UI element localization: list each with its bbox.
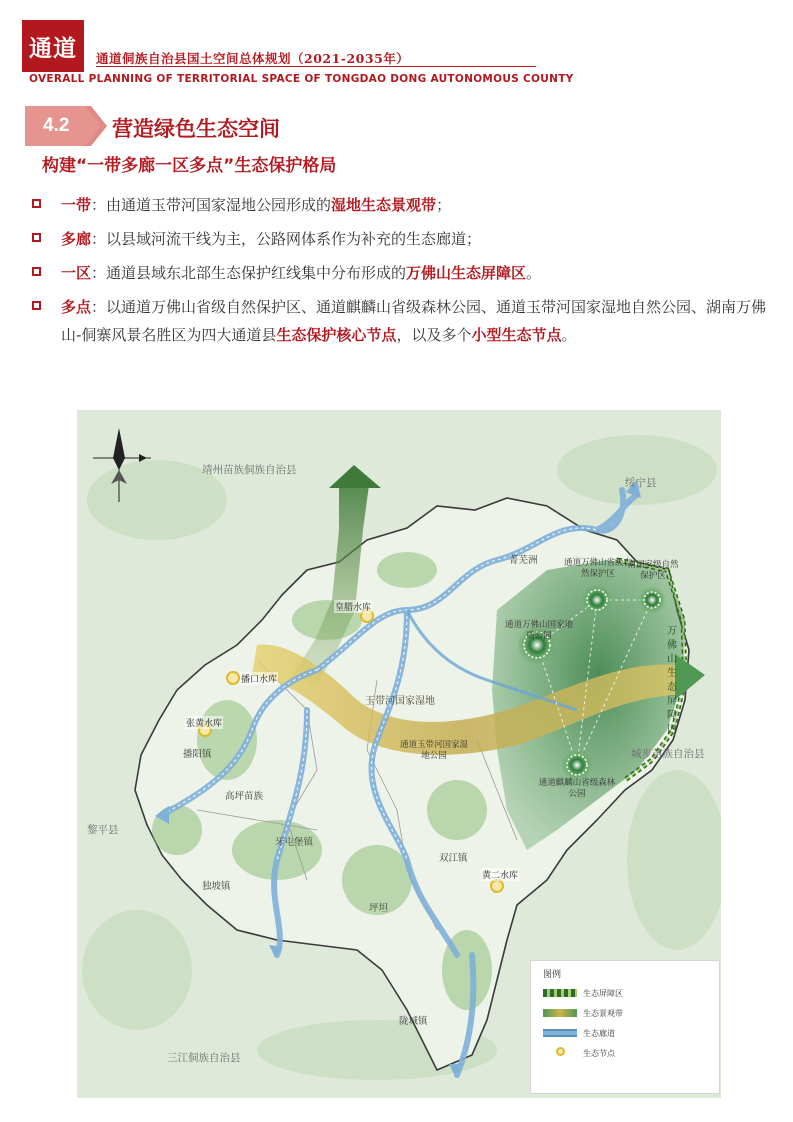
reservoir-label: 播口水库	[240, 672, 278, 685]
bullet-keyword: 一区	[61, 264, 92, 282]
legend-title: 图例	[543, 970, 562, 980]
town-label: 双江镇	[439, 853, 468, 864]
bullet-text-end: 。	[526, 264, 542, 282]
town-label: 陇城镇	[399, 1016, 428, 1027]
core-node-label: 通道万佛山省级自然保护区	[563, 558, 632, 579]
checkbox-square-icon	[32, 233, 41, 242]
town-label: 坪坦	[369, 903, 389, 914]
bullet-highlight: 湿地生态景观带	[331, 196, 437, 214]
barrier-swatch	[543, 989, 577, 997]
document-title: 通道侗族自治县国土空间总体规划（2021-2035年）	[96, 51, 410, 66]
bullet-keyword: 多廊	[61, 230, 92, 248]
checkbox-square-icon	[32, 301, 41, 310]
neighbor-label-suining: 绥宁县	[625, 477, 657, 489]
band-swatch	[543, 1009, 577, 1017]
corridor-swatch	[543, 1029, 577, 1037]
legend-item	[543, 987, 623, 999]
core-node-label: 通道麒麟山省级森林公园	[538, 778, 616, 799]
checkbox-square-icon	[32, 267, 41, 276]
town-label: 播阳镇	[183, 749, 212, 760]
bullet-keyword: 多点	[61, 298, 92, 316]
map-legend	[530, 960, 720, 1094]
legend-item	[543, 1047, 615, 1059]
bullet-separator: ：	[91, 298, 107, 316]
bullet-highlight: 万佛山生态屏障区	[406, 264, 527, 282]
bullet-list	[31, 191, 767, 355]
core-node-label: 通道玉带河国家湿地公园	[399, 740, 468, 761]
core-node-label: 南国家级自然保护区	[627, 560, 679, 581]
legend-label: 生态屏障区	[583, 988, 623, 998]
bullet-text-end: 。	[561, 326, 577, 344]
bullet-text-end: ；	[436, 196, 452, 214]
legend-label: 生态节点	[583, 1048, 615, 1058]
town-label: 菁芜洲	[509, 555, 538, 566]
bullet-separator: ：	[91, 196, 107, 214]
reservoir-label: 黄二水库	[481, 868, 519, 881]
neighbor-label-jingzhou: 靖州苗族侗族自治县	[202, 464, 297, 476]
town-label: 高坪苗族	[225, 791, 264, 802]
legend-label: 生态景观带	[583, 1008, 623, 1018]
legend-item	[543, 1007, 623, 1019]
bullet-item	[31, 259, 767, 287]
bullet-item	[31, 191, 767, 219]
core-node-label: 通道万佛山国家地质公园	[504, 620, 573, 641]
county-logo: 通道	[22, 20, 84, 72]
section-number: 4.2	[43, 115, 70, 136]
barrier-region-label: 万佛山生态屏障区	[667, 626, 677, 735]
town-label: 牙屯堡镇	[275, 837, 314, 848]
legend-item	[543, 1027, 615, 1039]
section-number-badge	[25, 106, 107, 146]
bullet-text: 以县域河流干线为主，公路网体系作为补充的生态廊道；	[106, 230, 482, 248]
bullet-separator: ：	[91, 230, 107, 248]
reservoir-label: 皇腊水库	[334, 600, 372, 613]
neighbor-label-liping: 黎平县	[87, 824, 119, 836]
checkbox-square-icon	[32, 199, 41, 208]
bullet-text: 以通道万佛山省级自然保护区、通道麒麟山省级森林公园、通道玉带河国家湿地自然公园、湖南万佛山-侗寨风景名胜区为四大通道县	[61, 298, 767, 344]
section-title: 营造绿色生态空间	[112, 117, 280, 141]
town-label: 独坡镇	[202, 881, 231, 892]
bullet-text: 由通道玉带河国家湿地公园形成的	[106, 196, 332, 214]
bullet-highlight-2: 小型生态节点	[471, 326, 562, 344]
bullet-keyword: 一带	[61, 196, 92, 214]
bullet-separator: ：	[91, 264, 107, 282]
node-swatch	[543, 1047, 577, 1059]
document-subtitle-en: OVERALL PLANNING OF TERRITORIAL SPACE OF TONGDAO DONG AUTONOMOUS COUNTY	[29, 73, 574, 85]
bullet-highlight: 生态保护核心节点	[276, 326, 397, 344]
bullet-item	[31, 293, 767, 349]
section-subtitle: 构建“一带多廊一区多点”生态保护格局	[42, 156, 337, 176]
reservoir-label: 张黄水库	[185, 716, 223, 729]
bullet-text-mid: ，以及多个	[396, 326, 472, 344]
bullet-item	[31, 225, 767, 253]
landscape-band-label: 玉带河国家湿地	[365, 696, 435, 707]
neighbor-label-sanjiang: 三江侗族自治县	[167, 1052, 241, 1064]
bullet-text: 通道县域东北部生态保护红线集中分布形成的	[106, 264, 407, 282]
neighbor-label-chengbu: 城步苗族自治县	[631, 748, 705, 760]
legend-label: 生态廊道	[583, 1028, 615, 1038]
